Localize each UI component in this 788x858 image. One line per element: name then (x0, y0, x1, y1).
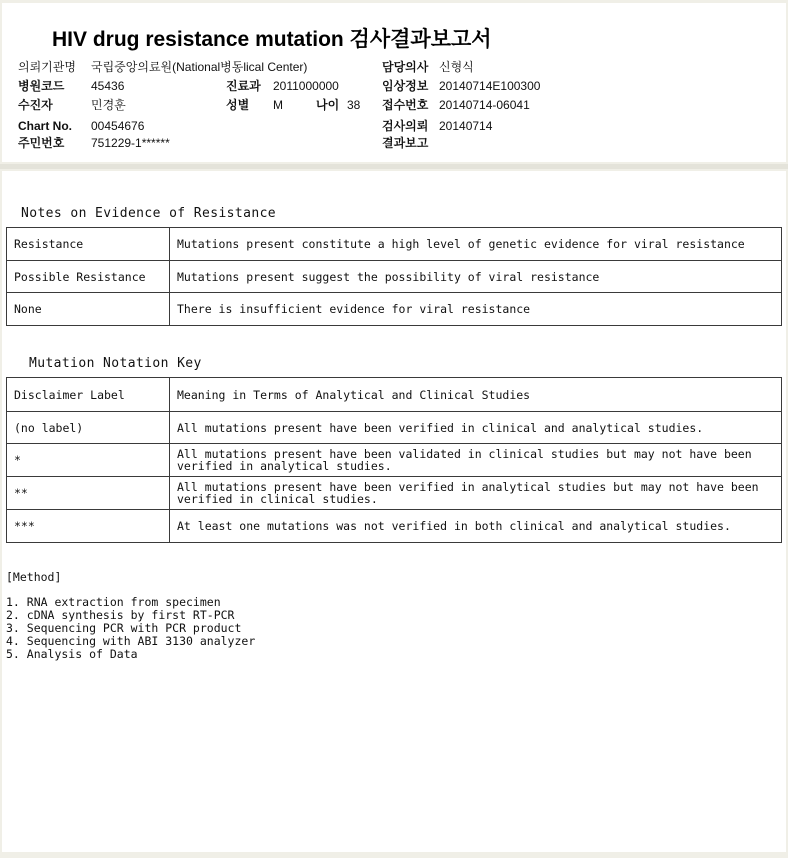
rrn-value: 751229-1****** (91, 136, 170, 150)
age-value: 38 (347, 98, 361, 112)
key-label-cell: (no label) (7, 412, 170, 444)
receipt-label: 접수번호 (382, 98, 429, 112)
attending-value: 신형식 (439, 60, 474, 74)
notes-text-cell: There is insufficient evidence for viral resistance (170, 293, 782, 326)
method-title: [Method] (6, 570, 62, 584)
table-row (7, 261, 782, 293)
key-label-cell: ** (7, 477, 170, 510)
key-section-title: Mutation Notation Key (29, 356, 202, 371)
hospital-code-value: 45436 (91, 79, 125, 93)
request-date-label: 검사의뢰 (382, 119, 429, 133)
hospital-code-label: 병원코드 (18, 79, 65, 93)
notes-text-cell: Mutations present suggest the possibility of viral resistance (170, 261, 782, 293)
clinical-info-value: 20140714E100300 (439, 79, 541, 93)
clinical-info-label: 임상정보 (382, 79, 429, 93)
sex-label: 성별 (226, 98, 250, 112)
key-label-cell: Disclaimer Label (7, 378, 170, 412)
method-step: 3. Sequencing PCR with PCR product (6, 621, 242, 635)
resistance-notes-table (6, 227, 782, 326)
chart-no-value: 00454676 (91, 119, 145, 133)
table-row (7, 293, 782, 326)
report-header (2, 3, 786, 162)
key-label-cell: *** (7, 510, 170, 543)
institution-label: 의뢰기관명 (18, 60, 76, 74)
age-label: 나이 (316, 98, 340, 112)
notes-label-cell: Possible Resistance (7, 261, 170, 293)
notes-label-cell: None (7, 293, 170, 326)
table-row (7, 378, 782, 412)
method-step: 2. cDNA synthesis by first RT-PCR (6, 608, 235, 622)
report-body (2, 171, 786, 852)
patient-value: 민경훈 (91, 98, 126, 112)
notes-label-cell: Resistance (7, 228, 170, 261)
patient-label: 수진자 (18, 98, 53, 112)
institution-value: 국립중앙의료원(National병동lical Center) (91, 60, 308, 74)
table-row (7, 444, 782, 477)
report-title: HIV drug resistance mutation 검사결과보고서 (52, 28, 492, 51)
key-text-cell: All mutations present have been verified in clinical and analytical studies. (170, 412, 782, 444)
mutation-key-table (6, 377, 782, 543)
notes-section-title: Notes on Evidence of Resistance (21, 206, 277, 221)
method-step: 5. Analysis of Data (6, 647, 138, 661)
method-step: 4. Sequencing with ABI 3130 analyzer (6, 634, 256, 648)
notes-text-cell: Mutations present constitute a high level of genetic evidence for viral resistance (170, 228, 782, 261)
receipt-value: 20140714-06041 (439, 98, 530, 112)
dept-label: 진료과 (226, 79, 261, 93)
method-step: 1. RNA extraction from specimen (6, 595, 221, 609)
dept-value: 2011000000 (273, 79, 339, 93)
key-text-cell: At least one mutations was not verified in both clinical and analytical studies. (170, 510, 782, 543)
key-text-cell: All mutations present have been verified in analytical studies but may not have been verified in clinical studies. (170, 477, 782, 510)
chart-no-label: Chart No. (18, 119, 72, 133)
request-date-value: 20140714 (439, 119, 493, 133)
key-text-cell: Meaning in Terms of Analytical and Clinical Studies (170, 378, 782, 412)
attending-label: 담당의사 (382, 60, 429, 74)
table-row (7, 412, 782, 444)
table-row (7, 477, 782, 510)
key-label-cell: * (7, 444, 170, 477)
header-divider (0, 164, 788, 169)
rrn-label: 주민번호 (18, 136, 65, 150)
table-row (7, 510, 782, 543)
report-date-label: 결과보고 (382, 136, 429, 150)
table-row (7, 228, 782, 261)
key-text-cell: All mutations present have been validated in clinical studies but may not have been verified in analytical studies. (170, 444, 782, 477)
sex-value: M (273, 98, 283, 112)
